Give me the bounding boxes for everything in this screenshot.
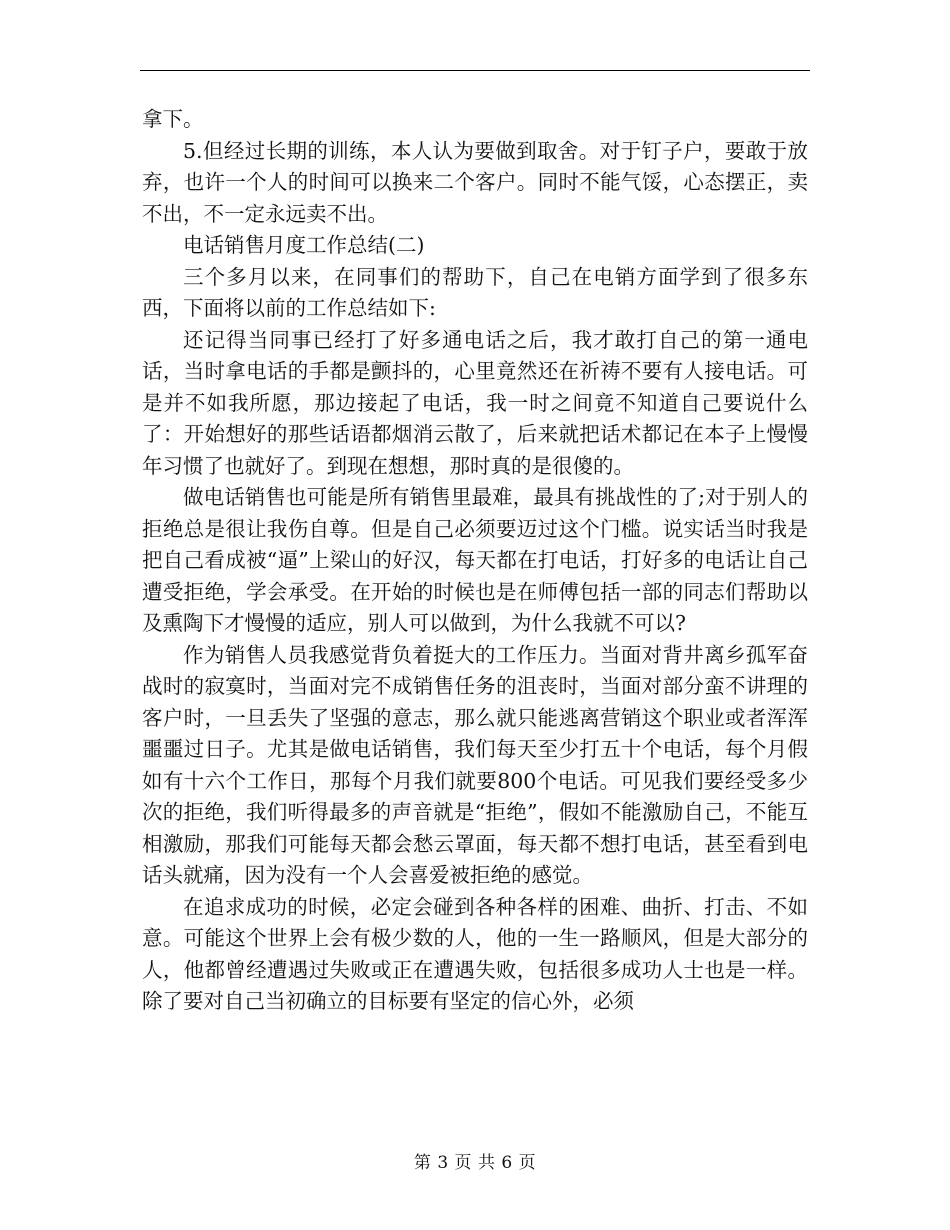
paragraph-continuation: 拿下。 <box>142 107 204 131</box>
paragraph: 在追求成功的时候，必定会碰到各种各样的困难、曲折、打击、不如意。可能这个世界上会有极少数的人，他的一生一路顺风，但是大部分的人，他都曾经遭遇过失败或正在遭遇失败，包括很多成功人士也是一样。除了要对自己当初确立的目标要有坚定的信心外，必须 <box>142 894 808 1013</box>
paragraph: 作为销售人员我感觉背负着挺大的工作压力。当面对背井离乡孤军奋战时的寂寞时，当面对完不成销售任务的沮丧时，当面对部分蛮不讲理的客户时，一旦丢失了坚强的意志，那么就只能逃离营销这个职业或者浑浑噩噩过日子。尤其是做电话销售，我们每天至少打五十个电话，每个月假如有十六个工作日，那每个月我们就要800个电话。可见我们要经受多少次的拒绝，我们听得最多的声音就是“拒绝”，假如不能激励自己，不能互相激励，那我们可能每天都会愁云罩面，每天都不想打电话，甚至看到电话头就痛，因为没有一个人会喜爱被拒绝的感觉。 <box>142 642 808 887</box>
header-rule <box>140 70 810 71</box>
paragraph-point-5: 5.但经过长期的训练，本人认为要做到取舍。对于钉子户，要敢于放弃，也许一个人的时间可以换来二个客户。同时不能气馁，心态摆正，卖不出，不一定永远卖不出。 <box>142 138 808 226</box>
body-text <box>142 104 808 1018</box>
paragraph: 还记得当同事已经打了好多通电话之后，我才敢打自己的第一通电话，当时拿电话的手都是颤抖的，心里竟然还在祈祷不要有人接电话。可是并不如我所愿，那边接起了电话，我一时之间竟不知道自己要说什么了：开始想好的那些话语都烟消云散了，后来就把话术都记在本子上慢慢年习惯了也就好了。到现在想想，那时真的是很傻的。 <box>142 327 808 478</box>
paragraph: 做电话销售也可能是所有销售里最难，最具有挑战性的了;对于别人的拒绝总是很让我伤自尊。但是自己必须要迈过这个门槛。说实话当时我是把自己看成被“逼”上梁山的好汉，每天都在打电话，打好多的电话让自己遭受拒绝，学会承受。在开始的时候也是在师傅包括一部的同志们帮助以及熏陶下才慢慢的适应，别人可以做到，为什么我就不可以? <box>142 485 808 635</box>
section-heading: 电话销售月度工作总结(二) <box>183 233 425 257</box>
paragraph: 三个多月以来，在同事们的帮助下，自己在电销方面学到了很多东西，下面将以前的工作总结如下: <box>142 264 808 320</box>
page-footer: 第 3 页 共 6 页 <box>413 1153 537 1173</box>
